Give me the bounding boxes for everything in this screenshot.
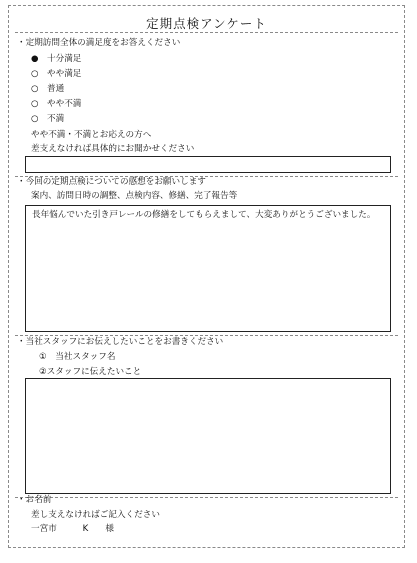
radio-empty-icon: ○ bbox=[31, 69, 39, 79]
q1-option-2[interactable]: ○ やや満足 bbox=[31, 69, 82, 79]
radio-empty-icon: ○ bbox=[31, 114, 39, 124]
q1-option-3[interactable]: ○ 普通 bbox=[31, 84, 65, 94]
q4-name-value: 一宮市 K 様 bbox=[31, 524, 114, 534]
q2-answer-field[interactable] bbox=[25, 205, 391, 332]
q4-sub: 差し支えなければご記入ください bbox=[31, 510, 160, 520]
q3-separator bbox=[15, 497, 398, 498]
q2-separator bbox=[15, 335, 398, 336]
radio-selected-icon: ● bbox=[31, 54, 39, 64]
q3-item2: ②スタッフに伝えたいこと bbox=[39, 367, 142, 377]
q3-answer-field[interactable] bbox=[25, 378, 391, 494]
radio-empty-icon: ○ bbox=[31, 99, 39, 109]
survey-sheet bbox=[8, 5, 405, 548]
q2-sub: 案内、訪問日時の調整、点検内容、修繕、完了報告等 bbox=[31, 191, 238, 201]
q3-item1: ① 当社スタッフ名 bbox=[39, 352, 116, 362]
q2-answer-text: 長年悩んでいた引き戸レールの修繕をしてもらえまして、大変ありがとうございました。 bbox=[32, 210, 376, 220]
q1-note-line1: やや不満・不満とお応えの方へ bbox=[31, 130, 152, 140]
title-separator bbox=[15, 32, 398, 33]
q1-option-5[interactable]: ○ 不満 bbox=[31, 114, 65, 124]
q3-label: ・当社スタッフにお伝えしたいことをお書きください bbox=[17, 337, 224, 347]
q1-option-1[interactable]: ● 十分満足 bbox=[31, 54, 82, 64]
q2-label: ・今回の定期点検についての感想をお願いします bbox=[17, 177, 206, 187]
q1-label: ・定期訪問全体の満足度をお答えください bbox=[17, 38, 181, 48]
q1-answer-field[interactable] bbox=[25, 156, 391, 173]
survey-title: 定期点検アンケート bbox=[146, 16, 267, 31]
q4-label: ・お名前 bbox=[17, 495, 52, 505]
radio-empty-icon: ○ bbox=[31, 84, 39, 94]
q1-option-4[interactable]: ○ やや不満 bbox=[31, 99, 82, 109]
q1-note-line2: 差支えなければ具体的にお聞かせください bbox=[31, 144, 195, 154]
